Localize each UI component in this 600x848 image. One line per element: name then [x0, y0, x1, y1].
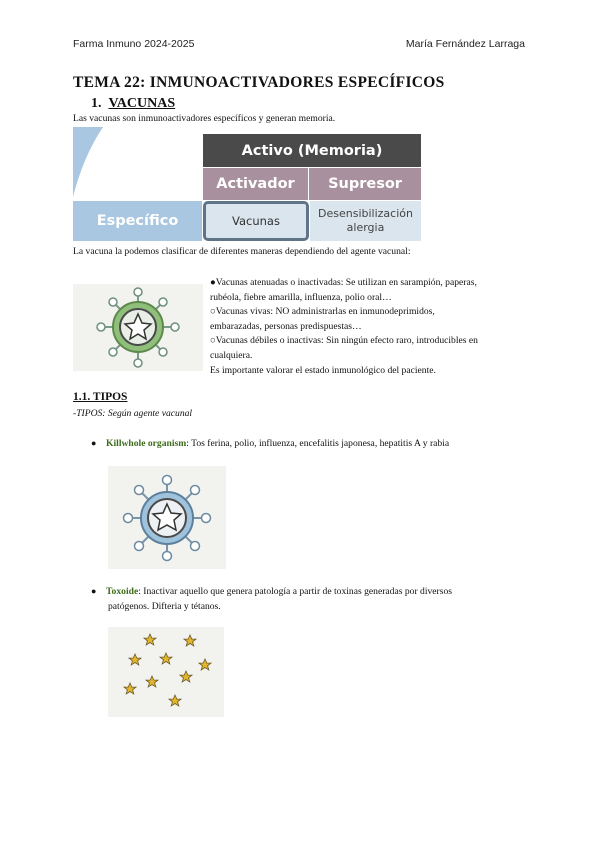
section-title: VACUNAS [108, 96, 176, 111]
bullet-dot-icon: ● [91, 586, 97, 596]
list-item: ●Vacunas atenuadas o inactivadas: Se utilizan en sarampión, paperas, [210, 277, 477, 288]
bullet-dot-icon: ● [91, 438, 97, 448]
bullet-killwhole [91, 436, 449, 452]
desens-line-1: Desensibilización [318, 207, 413, 220]
table-corner-shape [73, 127, 203, 202]
table-header-activo: Activo (Memoria) [203, 134, 421, 167]
toxin-stars-image [108, 627, 224, 717]
table-cell-desensibilizacion [310, 201, 421, 241]
list-item: ○Vacunas vivas: NO administrarlas en inmunodeprimidos, [210, 306, 435, 318]
list-item: Es importante valorar el estado inmunológico del paciente. [210, 364, 436, 376]
killwhole-label: Killwhole organism [106, 438, 187, 449]
desens-line-2: alergia [346, 221, 385, 234]
section-tipos-subtitle: -TIPOS: Según agente vacunal [73, 408, 193, 419]
vaccine-table [73, 127, 423, 242]
toxoide-text-2: patógenos. Difteria y tétanos. [108, 600, 221, 612]
list-item: rubéola, fiebre amarilla, influenza, polio oral… [210, 291, 392, 303]
intro-text: Las vacunas son inmunoactivadores específicos y generan memoria. [73, 113, 336, 124]
table-col-activador: Activador [203, 168, 308, 200]
virus-blue-image [108, 466, 226, 569]
toxoide-text-1: : Inactivar aquello que genera patología a partir de toxinas generadas por diversos [138, 586, 453, 597]
virus-green-icon [73, 284, 203, 371]
toxoide-label: Toxoide [106, 586, 139, 597]
list-item: embarazadas, personas predispuestas… [210, 320, 362, 332]
classify-text: La vacuna la podemos clasificar de diferentes maneras dependiendo del agente vacunal: [73, 246, 411, 257]
section-heading-vacunas [91, 96, 175, 112]
section-tipos-heading: 1.1. TIPOS [73, 391, 128, 403]
killwhole-text: : Tos ferina, polio, influenza, encefalitis japonesa, hepatitis A y rabia [186, 438, 450, 449]
virus-blue-icon [108, 466, 226, 569]
section-number: 1. [91, 96, 102, 111]
list-item: ○Vacunas débiles o inactivas: Sin ningún efecto raro, introducibles en [210, 335, 478, 347]
toxoide-line-1 [91, 584, 531, 600]
header-left: Farma Inmuno 2024-2025 [73, 38, 195, 50]
toxin-stars-icon [108, 627, 224, 717]
header-right: María Fernández Larraga [405, 38, 525, 50]
table-col-supresor: Supresor [309, 168, 421, 200]
virus-green-image [73, 284, 203, 371]
page-title: TEMA 22: INMUNOACTIVADORES ESPECÍFICOS [73, 74, 445, 91]
table-cell-vacunas: Vacunas [203, 201, 309, 241]
list-item: cualquiera. [210, 349, 253, 361]
table-row-especifico: Específico [73, 201, 202, 241]
bullet-toxoide [91, 584, 531, 614]
vaccine-list [210, 276, 530, 378]
